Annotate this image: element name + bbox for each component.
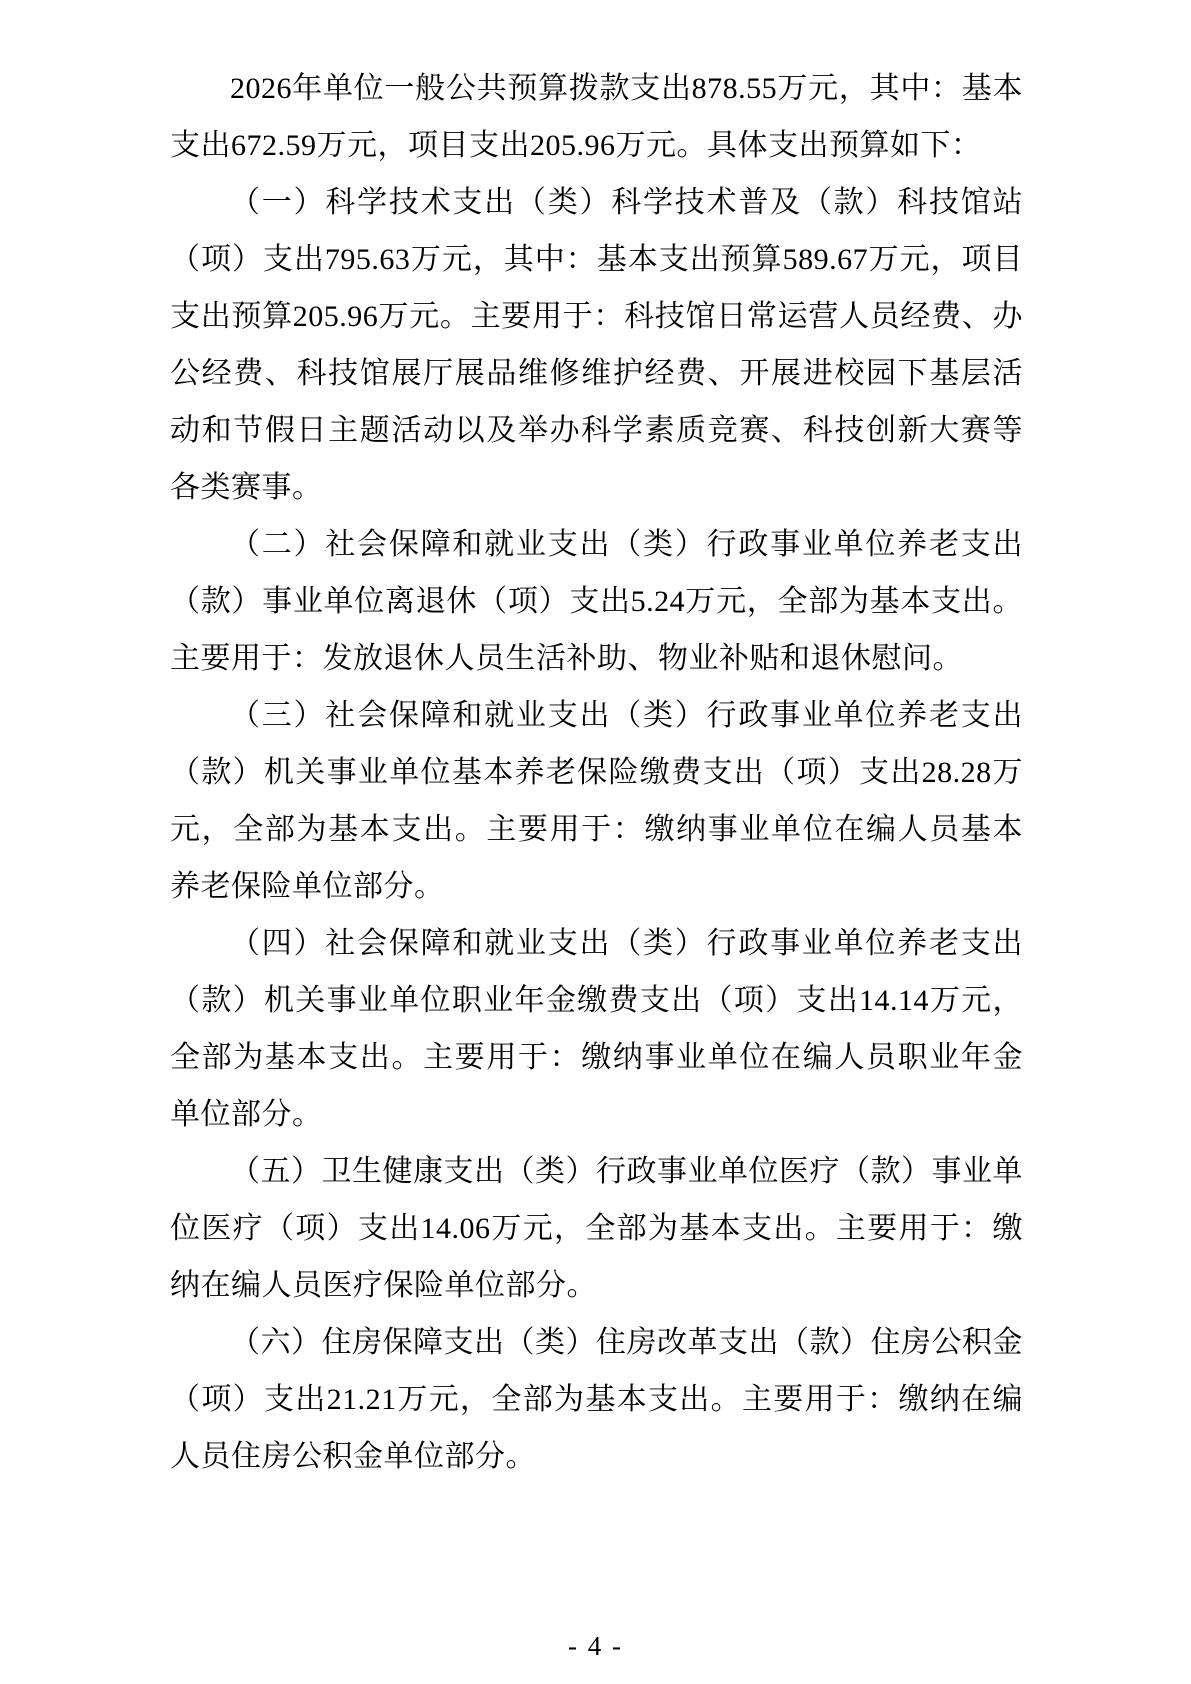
page-number: - 4 - — [568, 1631, 623, 1661]
paragraph-item-2: （二）社会保障和就业支出（类）行政事业单位养老支出（款）事业单位离退休（项）支出5.24万元，全部为基本支出。主要用于：发放退休人员生活补助、物业补贴和退休慰问。 — [170, 528, 1023, 675]
paragraph-item-4: （四）社会保障和就业支出（类）行政事业单位养老支出（款）机关事业单位职业年金缴费支出（项）支出14.14万元，全部为基本支出。主要用于：缴纳事业单位在编人员职业年金单位部分。 — [170, 927, 1023, 1131]
paragraph-item-3: （三）社会保障和就业支出（类）行政事业单位养老支出（款）机关事业单位基本养老保险缴费支出（项）支出28.28万元，全部为基本支出。主要用于：缴纳事业单位在编人员基本养老保险单位部分。 — [170, 699, 1023, 903]
paragraph-item-6: （六）住房保障支出（类）住房改革支出（款）住房公积金（项）支出21.21万元，全部为基本支出。主要用于：缴纳在编人员住房公积金单位部分。 — [170, 1326, 1023, 1473]
paragraph-item-1: （一）科学技术支出（类）科学技术普及（款）科技馆站（项）支出795.63万元，其中：基本支出预算589.67万元，项目支出预算205.96万元。主要用于：科技馆日常运营人员经费、办公经费、科技馆展厅展品维修维护经费、开展进校园下基层活动和节假日主题活动以及举办科学素质竞赛、科技创新大赛等各类赛事。 — [170, 186, 1023, 504]
paragraph-intro: 2026年单位一般公共预算拨款支出878.55万元，其中：基本支出672.59万元，项目支出205.96万元。具体支出预算如下： — [170, 72, 1023, 162]
paragraph-item-5: （五）卫生健康支出（类）行政事业单位医疗（款）事业单位医疗（项）支出14.06万元，全部为基本支出。主要用于：缴纳在编人员医疗保险单位部分。 — [170, 1155, 1023, 1302]
document-body — [170, 60, 1023, 1485]
